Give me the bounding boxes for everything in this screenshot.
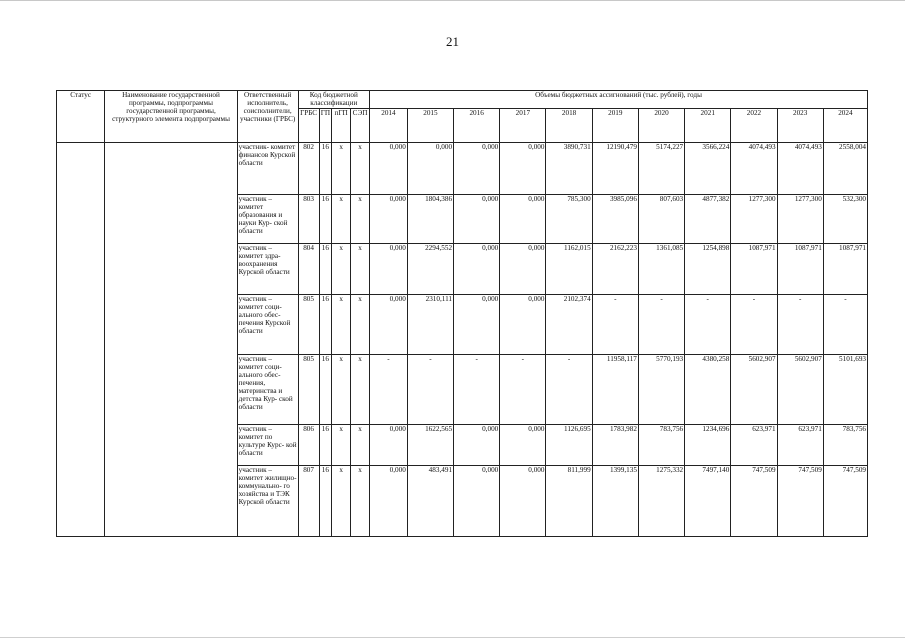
code-gp: 16 [319, 295, 332, 355]
code-sep: х [351, 143, 370, 195]
code-sep: х [351, 244, 370, 295]
header-code-gp: ГП [319, 109, 332, 143]
value-cell: 0,000 [500, 425, 546, 466]
value-cell: 0,000 [370, 143, 408, 195]
code-grbs: 805 [298, 355, 319, 425]
value-cell: 1234,696 [685, 425, 731, 466]
value-cell: - [370, 355, 408, 425]
header-year: 2021 [685, 109, 731, 143]
value-cell: 623,971 [777, 425, 823, 466]
value-cell: 1126,695 [546, 425, 592, 466]
value-cell: 1087,971 [823, 244, 867, 295]
value-cell: 3890,731 [546, 143, 592, 195]
value-cell: 4380,258 [685, 355, 731, 425]
value-cell: 0,000 [500, 195, 546, 244]
value-cell: 785,300 [546, 195, 592, 244]
value-cell: - [546, 355, 592, 425]
value-cell: 1162,015 [546, 244, 592, 295]
value-cell: 1087,971 [777, 244, 823, 295]
value-cell: 2310,111 [407, 295, 453, 355]
participant-cell: участник – комитет жилищно- коммунально- го хозяйства и ТЭК Курской области [237, 466, 298, 537]
value-cell: 0,000 [370, 195, 408, 244]
code-sep: х [351, 355, 370, 425]
value-cell: 2294,552 [407, 244, 453, 295]
value-cell: 3566,224 [685, 143, 731, 195]
value-cell: - [454, 355, 500, 425]
value-cell: - [500, 355, 546, 425]
code-grbs: 806 [298, 425, 319, 466]
value-cell: - [592, 295, 638, 355]
value-cell: 0,000 [370, 466, 408, 537]
value-cell: 747,509 [777, 466, 823, 537]
code-grbs: 802 [298, 143, 319, 195]
value-cell: 7497,140 [685, 466, 731, 537]
header-year: 2022 [731, 109, 777, 143]
value-cell: 0,000 [500, 466, 546, 537]
value-cell: 4074,493 [777, 143, 823, 195]
value-cell: 483,491 [407, 466, 453, 537]
value-cell: 811,999 [546, 466, 592, 537]
header-year: 2024 [823, 109, 867, 143]
scan-edge-bottom [0, 637, 905, 638]
value-cell: 2162,223 [592, 244, 638, 295]
budget-table [56, 90, 868, 537]
status-cell [57, 143, 105, 537]
value-cell: 2102,374 [546, 295, 592, 355]
code-sep: х [351, 466, 370, 537]
value-cell: 1804,386 [407, 195, 453, 244]
header-executor: Ответственный исполнитель, соисполнители, участники (ГРБС) [237, 91, 298, 143]
participant-cell: участник – комитет по культуре Курс- кой области [237, 425, 298, 466]
value-cell: - [407, 355, 453, 425]
participant-cell: участник – комитет образования и науки Кур- ской области [237, 195, 298, 244]
value-cell: 0,000 [500, 244, 546, 295]
value-cell: 5174,227 [638, 143, 684, 195]
value-cell: 0,000 [370, 244, 408, 295]
header-name: Наименование государственной программы, подпрограммы государственной программы, структурного элемента подпрограммы [105, 91, 237, 143]
program-name-cell [105, 143, 237, 537]
value-cell: 1361,085 [638, 244, 684, 295]
value-cell: - [823, 295, 867, 355]
value-cell: 3985,096 [592, 195, 638, 244]
value-cell: 0,000 [500, 295, 546, 355]
header-year: 2015 [407, 109, 453, 143]
value-cell: 1087,971 [731, 244, 777, 295]
value-cell: 1399,135 [592, 466, 638, 537]
value-cell: 783,756 [638, 425, 684, 466]
participant-cell: участник – комитет соци- ального обес- печения, материнства и детства Кур- ской области [237, 355, 298, 425]
value-cell: 1254,898 [685, 244, 731, 295]
value-cell: 0,000 [454, 244, 500, 295]
value-cell: 11958,117 [592, 355, 638, 425]
value-cell: 4074,493 [731, 143, 777, 195]
participant-cell: участник- комитет финансов Курской области [237, 143, 298, 195]
value-cell: 1277,300 [777, 195, 823, 244]
header-year: 2014 [370, 109, 408, 143]
value-cell: - [685, 295, 731, 355]
value-cell: 0,000 [454, 143, 500, 195]
value-cell: 623,971 [731, 425, 777, 466]
header-code-sep: СЭП [351, 109, 370, 143]
code-pgp: х [332, 425, 351, 466]
scan-edge-top [0, 0, 905, 1]
value-cell: 0,000 [454, 425, 500, 466]
value-cell: 1275,332 [638, 466, 684, 537]
value-cell: 5770,193 [638, 355, 684, 425]
code-pgp: х [332, 195, 351, 244]
code-gp: 16 [319, 143, 332, 195]
code-pgp: х [332, 466, 351, 537]
value-cell: 783,756 [823, 425, 867, 466]
value-cell: 1277,300 [731, 195, 777, 244]
code-grbs: 807 [298, 466, 319, 537]
code-grbs: 804 [298, 244, 319, 295]
header-code-pgp: пГП [332, 109, 351, 143]
value-cell: - [777, 295, 823, 355]
code-gp: 16 [319, 466, 332, 537]
participant-cell: участник – комитет соци- ального обес- печения Курской области [237, 295, 298, 355]
code-gp: 16 [319, 355, 332, 425]
code-grbs: 803 [298, 195, 319, 244]
value-cell: 0,000 [454, 295, 500, 355]
header-volume-group: Объемы бюджетных ассигнований (тыс. рублей), годы [370, 91, 868, 109]
code-gp: 16 [319, 244, 332, 295]
value-cell: 12190,479 [592, 143, 638, 195]
value-cell: 0,000 [500, 143, 546, 195]
code-sep: х [351, 295, 370, 355]
table-row [57, 143, 868, 195]
participant-cell: участник – комитет здра- воохранения Курской области [237, 244, 298, 295]
value-cell: 0,000 [454, 466, 500, 537]
code-pgp: х [332, 143, 351, 195]
value-cell: 747,509 [823, 466, 867, 537]
value-cell: 0,000 [454, 195, 500, 244]
value-cell: - [731, 295, 777, 355]
value-cell: 5101,693 [823, 355, 867, 425]
header-year: 2019 [592, 109, 638, 143]
value-cell: 0,000 [370, 295, 408, 355]
value-cell: 5602,907 [731, 355, 777, 425]
value-cell: 0,000 [407, 143, 453, 195]
header-code-group: Код бюджетной классификации [298, 91, 369, 109]
value-cell: 2558,004 [823, 143, 867, 195]
header-year: 2017 [500, 109, 546, 143]
value-cell: 0,000 [370, 425, 408, 466]
value-cell: 4877,382 [685, 195, 731, 244]
value-cell: 532,300 [823, 195, 867, 244]
header-year: 2020 [638, 109, 684, 143]
code-pgp: х [332, 295, 351, 355]
code-pgp: х [332, 244, 351, 295]
header-year: 2023 [777, 109, 823, 143]
code-gp: 16 [319, 425, 332, 466]
header-code-grbs: ГРБС [298, 109, 319, 143]
value-cell: 5602,907 [777, 355, 823, 425]
value-cell: 1783,982 [592, 425, 638, 466]
header-year: 2018 [546, 109, 592, 143]
code-grbs: 805 [298, 295, 319, 355]
code-gp: 16 [319, 195, 332, 244]
value-cell: 807,603 [638, 195, 684, 244]
value-cell: 1622,565 [407, 425, 453, 466]
header-status: Статус [57, 91, 105, 143]
code-sep: х [351, 195, 370, 244]
code-pgp: х [332, 355, 351, 425]
page-number: 21 [446, 34, 459, 49]
header-year: 2016 [454, 109, 500, 143]
value-cell: - [638, 295, 684, 355]
value-cell: 747,509 [731, 466, 777, 537]
code-sep: х [351, 425, 370, 466]
